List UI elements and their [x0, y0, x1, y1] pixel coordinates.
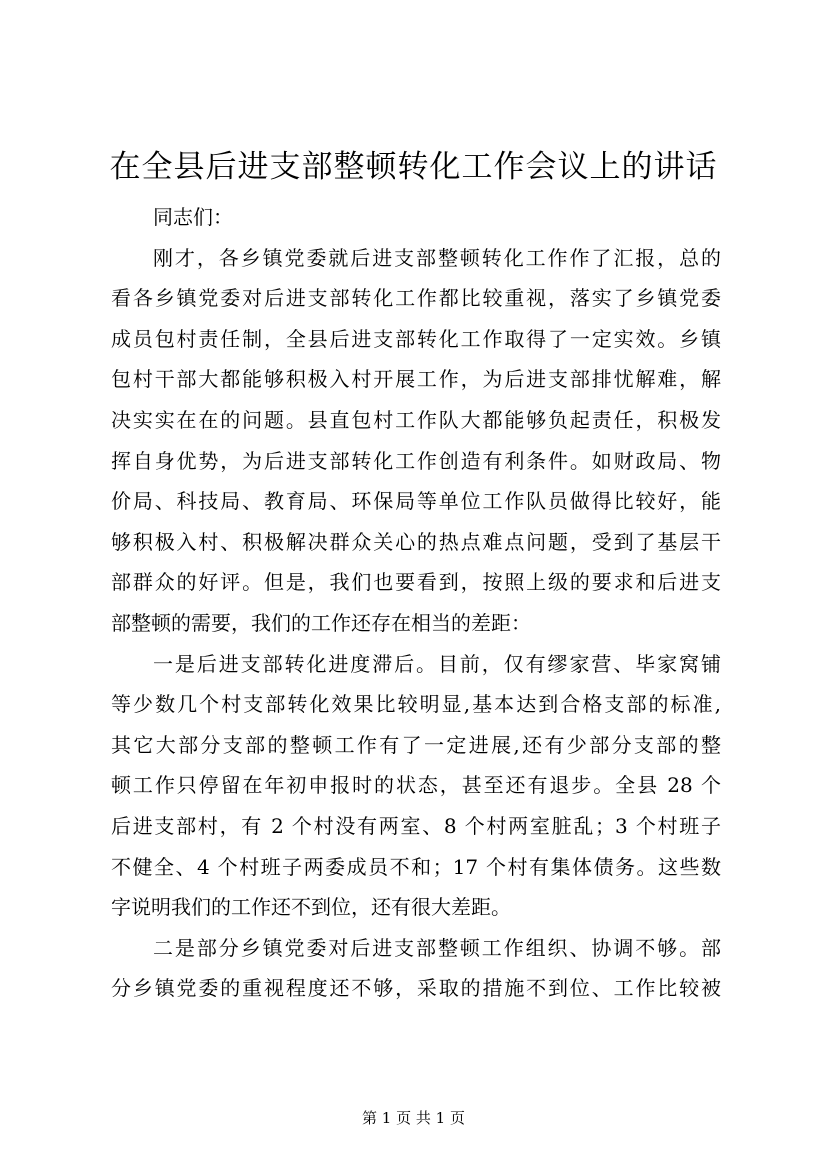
text-line: 一是后进支部转化进度滞后。目前，仅有缪家营、毕家窝铺 — [153, 651, 721, 676]
text-line: 分乡镇党委的重视程度还不够，采取的措施不到位、工作比较被 — [111, 976, 721, 1001]
text-line: 顿工作只停留在年初申报时的状态，甚至还有退步。全县 28 个 — [111, 773, 721, 798]
text-line: 包村干部大都能够积极入村开展工作，为后进支部排忧解难，解 — [111, 367, 721, 392]
text-line: 决实实在在的问题。县直包村工作队大都能够负起责任，积极发 — [111, 407, 721, 432]
text-line: 价局、科技局、教育局、环保局等单位工作队员做得比较好，能 — [111, 489, 721, 514]
text-line: 等少数几个村支部转化效果比较明显,基本达到合格支部的标准, — [111, 692, 721, 717]
text-line: 二是部分乡镇党委对后进支部整顿工作组织、协调不够。部 — [153, 935, 721, 960]
text-line: 部整顿的需要，我们的工作还存在相当的差距： — [111, 610, 531, 635]
text-line: 部群众的好评。但是，我们也要看到，按照上级的要求和后进支 — [111, 570, 721, 595]
text-line: 后进支部村，有 2 个村没有两室、8 个村两室脏乱；3 个村班子 — [111, 813, 721, 838]
document-body — [111, 197, 721, 1009]
text-line: 同志们： — [153, 205, 233, 229]
text-line: 挥自身优势，为后进支部转化工作创造有利条件。如财政局、物 — [111, 448, 721, 473]
text-line: 其它大部分支部的整顿工作有了一定进展,还有少部分支部的整 — [111, 732, 721, 757]
text-line: 刚才，各乡镇党委就后进支部整顿转化工作作了汇报，总的 — [153, 245, 721, 270]
page-footer: 第 1 页 共 1 页 — [362, 1109, 465, 1127]
text-line: 够积极入村、积极解决群众关心的热点难点问题，受到了基层干 — [111, 529, 721, 554]
text-line: 不健全、4 个村班子两委成员不和；17 个村有集体债务。这些数 — [111, 854, 721, 879]
document-title: 在全县后进支部整顿转化工作会议上的讲话 — [109, 149, 718, 185]
text-line: 字说明我们的工作还不到位，还有很大差距。 — [111, 895, 511, 920]
text-line: 成员包村责任制，全县后进支部转化工作取得了一定实效。乡镇 — [111, 326, 721, 351]
text-line: 看各乡镇党委对后进支部转化工作都比较重视，落实了乡镇党委 — [111, 286, 721, 311]
